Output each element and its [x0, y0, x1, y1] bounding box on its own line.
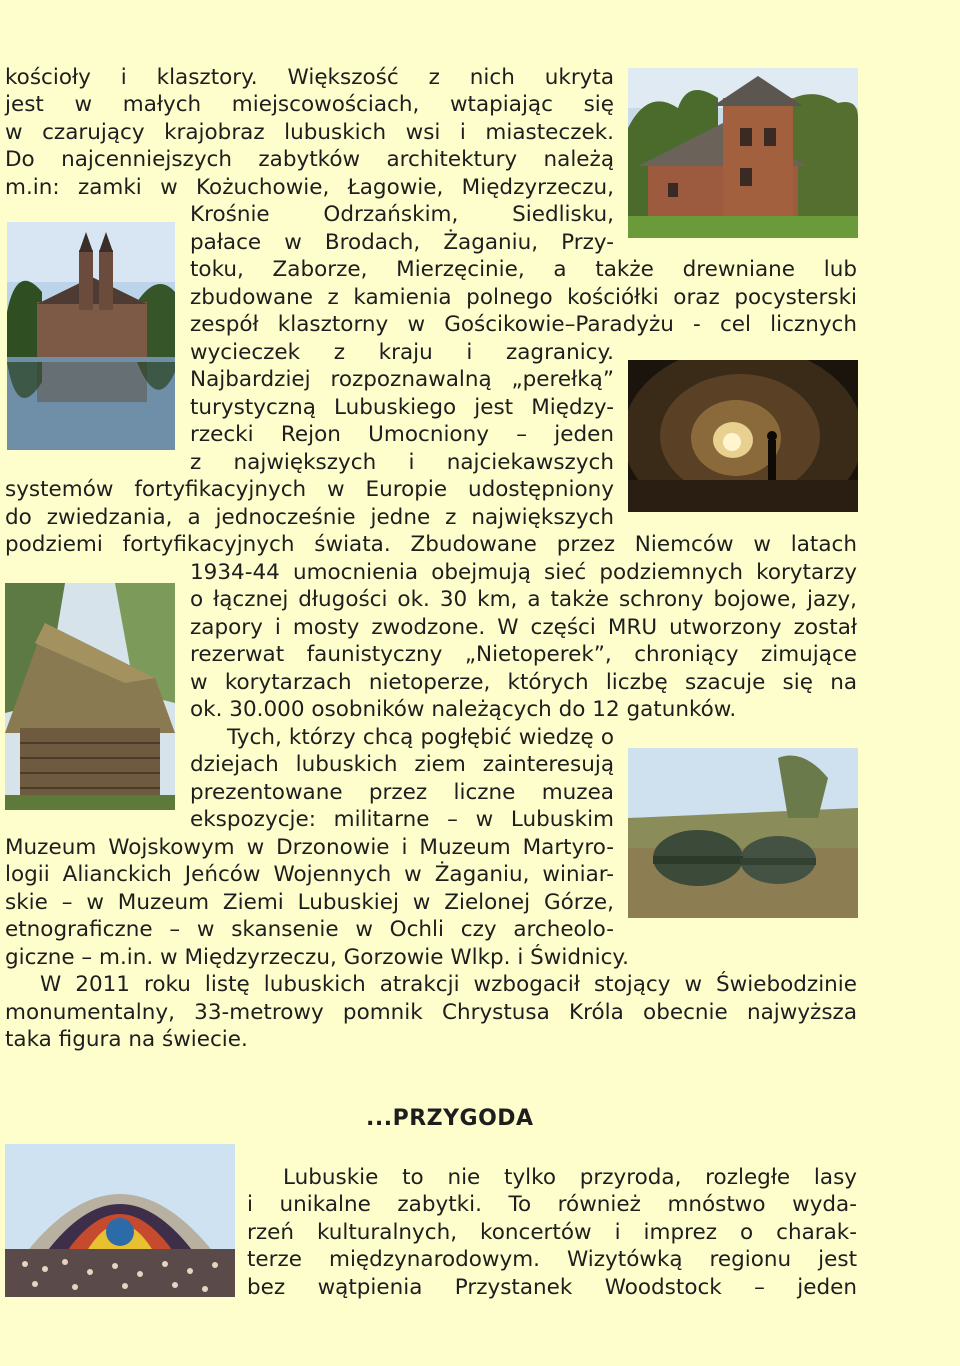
wooden-hut-photo [5, 583, 175, 810]
text-line: prezentowane przez liczne muzea [190, 780, 614, 805]
text-line: systemów fortyfikacyjnych w Europie udostępniony [5, 477, 614, 502]
text-line: jest w małych miejscowościach, wtapiając się [5, 92, 614, 117]
text-line: Do najcenniejszych zabytków architektury należą [5, 147, 614, 172]
text-line: z największych i najciekawszych [190, 450, 614, 475]
text-line: etnograficzne – w skansenie w Ochli czy archeolo- [5, 917, 614, 942]
text-line: skie – w Muzeum Ziemi Lubuskiej w Zielonej Górze, [5, 890, 614, 915]
text-line: Krośnie Odrzańskim, Siedlisku, [190, 202, 614, 227]
text-line: wycieczek z kraju i zagranicy. [190, 340, 614, 365]
text-line: m.in: zamki w Kożuchowie, Łagowie, Międzyrzeczu, [5, 175, 614, 200]
underground-tunnel-photo [628, 360, 858, 512]
bunker-domes-photo [628, 748, 858, 918]
woodstock-stage-photo [5, 1144, 235, 1297]
text-line: Muzeum Wojskowym w Drzonowie i Muzeum Martyro- [5, 835, 614, 860]
text-line: zapory i mosty zwodzone. W części MRU utworzony został [190, 615, 857, 640]
text-line: Tych, którzy chcą pogłębić wiedzę o [227, 725, 614, 750]
text-line: terze międzynarodowym. Wizytówką regionu jest [247, 1247, 857, 1272]
text-line: podziemi fortyfikacyjnych świata. Zbudowane przez Niemców w latach [5, 532, 857, 557]
text-line: kościoły i klasztory. Większość z nich ukryta [5, 65, 614, 90]
text-line: 1934-44 umocnienia obejmują sieć podziemnych korytarzy [190, 560, 857, 585]
text-line: toku, Zaborze, Mierzęcinie, a także drewniane lub [190, 257, 857, 282]
text-line: giczne – m.in. w Międzyrzeczu, Gorzowie Wlkp. i Świdnicy. [5, 945, 629, 970]
text-line: zbudowane z kamienia polnego kościółki oraz pocysterski [190, 285, 857, 310]
text-line: W 2011 roku listę lubuskich atrakcji wzbogacił stojący w Świebodzinie [40, 972, 857, 997]
text-line: dziejach lubuskich ziem zainteresują [190, 752, 614, 777]
text-line: ok. 30.000 osobników należących do 12 gatunków. [190, 697, 737, 722]
castle-tower-photo [628, 68, 858, 238]
text-line: i unikalne zabytki. To również mnóstwo wyda- [247, 1192, 857, 1217]
text-line: do zwiedzania, a jednocześnie jedne z największych [5, 505, 614, 530]
text-line: logii Alianckich Jeńców Wojennych w Żaganiu, winiar- [5, 862, 614, 887]
text-line: turystyczną Lubuskiego jest Między- [190, 395, 614, 420]
text-line: ekspozycje: militarne – w Lubuskim [190, 807, 614, 832]
monastery-lake-photo [7, 222, 175, 450]
text-line: w czarujący krajobraz lubuskich wsi i miasteczek. [5, 120, 614, 145]
text-line: rezerwat faunistyczny „Nietoperek”, chroniący zimujące [190, 642, 857, 667]
text-line: bez wątpienia Przystanek Woodstock – jeden [247, 1275, 857, 1300]
text-line: Najbardziej rozpoznawalną „perełką” [190, 367, 614, 392]
text-line: o łącznej długości ok. 30 km, a także schrony bojowe, jazy, [190, 587, 857, 612]
text-line: w korytarzach nietoperze, których liczbę szacuje się na [190, 670, 857, 695]
text-line: rzeń kulturalnych, koncertów i imprez o charak- [247, 1220, 857, 1245]
text-line: Lubuskie to nie tylko przyroda, rozległe lasy [283, 1165, 857, 1190]
text-line: taka figura na świecie. [5, 1027, 248, 1052]
text-line: monumentalny, 33-metrowy pomnik Chrystusa Króla obecnie najwyższa [5, 1000, 857, 1025]
section-heading: ...PRZYGODA [366, 1106, 534, 1131]
text-line: zespół klasztorny w Gościkowie–Paradyżu - cel licznych [190, 312, 857, 337]
text-line: rzecki Rejon Umocniony – jeden [190, 422, 614, 447]
text-line: pałace w Brodach, Żaganiu, Przy- [190, 230, 614, 255]
